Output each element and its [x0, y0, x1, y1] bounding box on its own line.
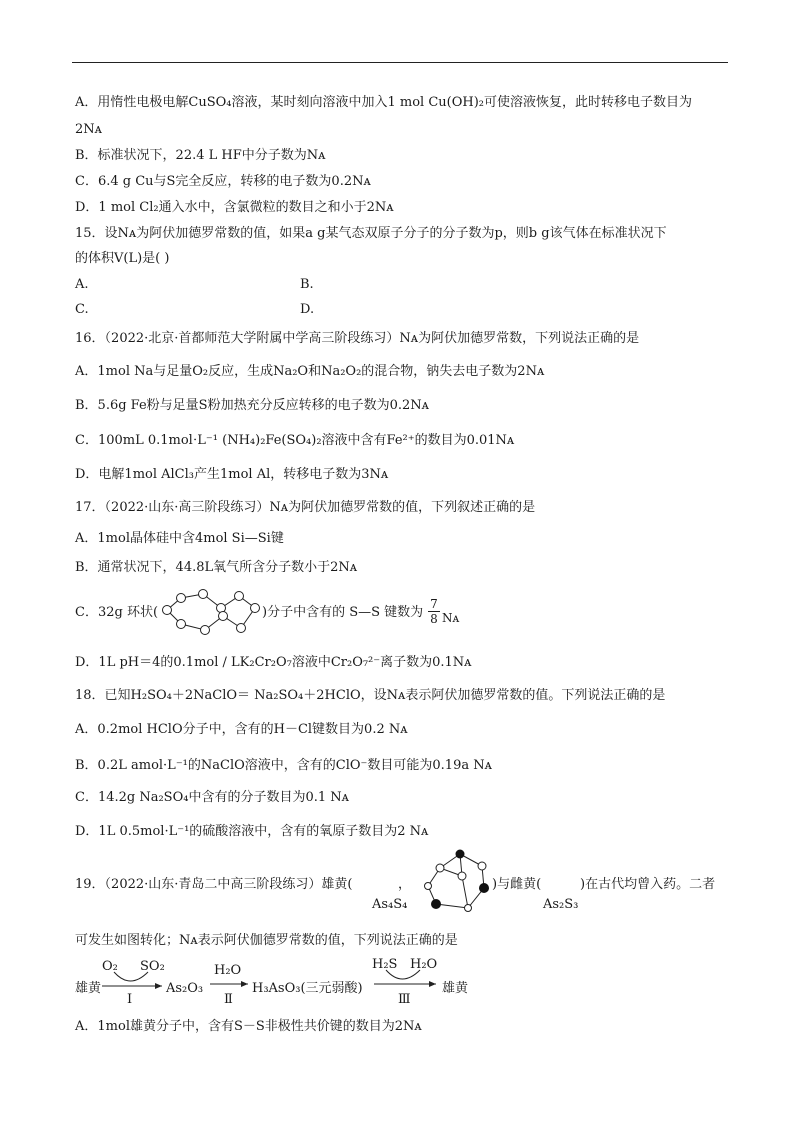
orpiment-formula: As₂S₃	[543, 897, 579, 912]
q17-option-d: D．1L pH＝4的0.1mol / LK₂Cr₂O₇溶液中Cr₂O₇²⁻离子数为0.1Nᴀ	[75, 655, 472, 670]
arrow-step-1	[100, 968, 166, 990]
q17-stem: 17．（2022·山东·高三阶段练习）Nᴀ为阿伏加德罗常数的值，下列叙述正确的是	[75, 500, 536, 515]
scheme-h2s: H₂S	[372, 957, 398, 972]
q16-option-a: A．1mol Na与足量O₂反应，生成Na₂O和Na₂O₂的混合物，钠失去电子数为2Nᴀ	[75, 364, 545, 379]
q16-option-b: B．5.6g Fe粉与足量S粉加热充分反应转移的电子数为0.2Nᴀ	[75, 398, 429, 413]
q15-option-b: B.	[300, 277, 314, 292]
q17-option-c-post: )分子中含有的 S—S 键数为	[262, 605, 424, 620]
q14-option-a: A．用惰性电极电解CuSO₄溶液，某时刻向溶液中加入1 mol Cu(OH)₂可使溶液恢复，此时转移电子数目为	[75, 95, 692, 110]
s8-ring-diagram	[157, 586, 261, 638]
q18-stem: 18．已知H₂SO₄＋2NaClO＝ Na₂SO₄＋2HClO，设Nᴀ表示阿伏加德罗常数的值。下列说法正确的是	[75, 688, 666, 703]
q17-option-c-pre: C．32g 环状(	[75, 605, 159, 620]
scheme-h3aso3: H₃AsO₃(三元弱酸)	[252, 981, 363, 996]
arrow-step-3	[372, 966, 440, 988]
scheme-so2: SO₂	[140, 959, 165, 974]
q16-option-d: D．电解1mol AlCl₃产生1mol Al，转移电子数为3Nᴀ	[75, 467, 389, 482]
q18-option-d: D．1L 0.5mol·L⁻¹的硫酸溶液中，含有的氧原子数目为2 Nᴀ	[75, 824, 429, 839]
q18-option-c: C．14.2g Na₂SO₄中含有的分子数目为0.1 Nᴀ	[75, 790, 349, 805]
q17-option-c-na: Nᴀ	[442, 611, 460, 625]
q15-stem: 15．设Nᴀ为阿伏加德罗常数的值，如果a g某气态双原子分子的分子数为p，则b g该气体在标准状况下	[75, 226, 667, 241]
scheme-o2: O₂	[102, 959, 118, 974]
q19-option-a: A．1mol雄黄分子中，含有S－S非极性共价键的数目为2Nᴀ	[75, 1019, 422, 1034]
arrow-step-2	[208, 978, 252, 990]
q19-stem-cont: 可发生如图转化；Nᴀ表示阿伏伽德罗常数的值，下列说法正确的是	[75, 933, 458, 948]
scheme-step-3: Ⅲ	[398, 992, 411, 1007]
q19-stem-comma: ，	[398, 877, 412, 892]
q15-option-d: D.	[300, 302, 315, 317]
realgar-formula: As₄S₄	[372, 897, 408, 912]
q15-option-c: C.	[75, 302, 89, 317]
q16-option-c: C．100mL 0.1mol⋅L⁻¹ (NH₄)₂Fe(SO₄)₂溶液中含有Fe²⁺的数目为0.01Nᴀ	[75, 433, 515, 448]
q19-stem-post: )在古代均曾入药。二者	[580, 877, 716, 892]
q16-stem: 16．（2022·北京·首都师范大学附属中学高三阶段练习）Nᴀ为阿伏加德罗常数，下列说法正确的是	[75, 331, 640, 346]
header-rule	[72, 62, 728, 63]
as4s4-structure-diagram	[418, 846, 494, 914]
fraction-numerator: 7	[430, 597, 438, 611]
q19-stem-pre: 19．（2022·山东·青岛二中高三阶段练习）雄黄(	[75, 877, 353, 892]
q18-option-b: B．0.2L amol·L⁻¹的NaClO溶液中，含有的ClO⁻数目可能为0.19a Nᴀ	[75, 758, 492, 773]
scheme-as2o3: As₂O₃	[166, 981, 204, 996]
q15-option-a: A.	[75, 277, 89, 292]
fraction-denominator: 8	[428, 611, 440, 626]
q14-option-a-cont: 2Nᴀ	[75, 122, 102, 137]
scheme-step-1: Ⅰ	[127, 992, 133, 1007]
fraction-7-8	[428, 597, 440, 626]
q17-option-a: A．1mol晶体硅中含4mol Si—Si键	[75, 531, 284, 546]
scheme-step-2: Ⅱ	[224, 992, 233, 1007]
q15-stem-cont: 的体积V(L)是( )	[75, 251, 170, 266]
scheme-h2o: H₂O	[214, 963, 242, 978]
scheme-h2o-out: H₂O	[410, 957, 438, 972]
q14-option-d: D．1 mol Cl₂通入水中，含氯微粒的数目之和小于2Nᴀ	[75, 200, 394, 215]
q19-stem-mid: )与雌黄(	[492, 877, 542, 892]
q14-option-b: B．标准状况下，22.4 L HF中分子数为Nᴀ	[75, 148, 326, 163]
q18-option-a: A．0.2mol HClO分子中，含有的H－Cl键数目为0.2 Nᴀ	[75, 722, 408, 737]
scheme-start: 雄黄	[75, 981, 102, 996]
q14-option-c: C．6.4 g Cu与S完全反应，转移的电子数为0.2Nᴀ	[75, 174, 371, 189]
scheme-end: 雄黄	[442, 981, 469, 996]
q17-option-b: B．通常状况下，44.8L氧气所含分子数小于2Nᴀ	[75, 560, 358, 575]
